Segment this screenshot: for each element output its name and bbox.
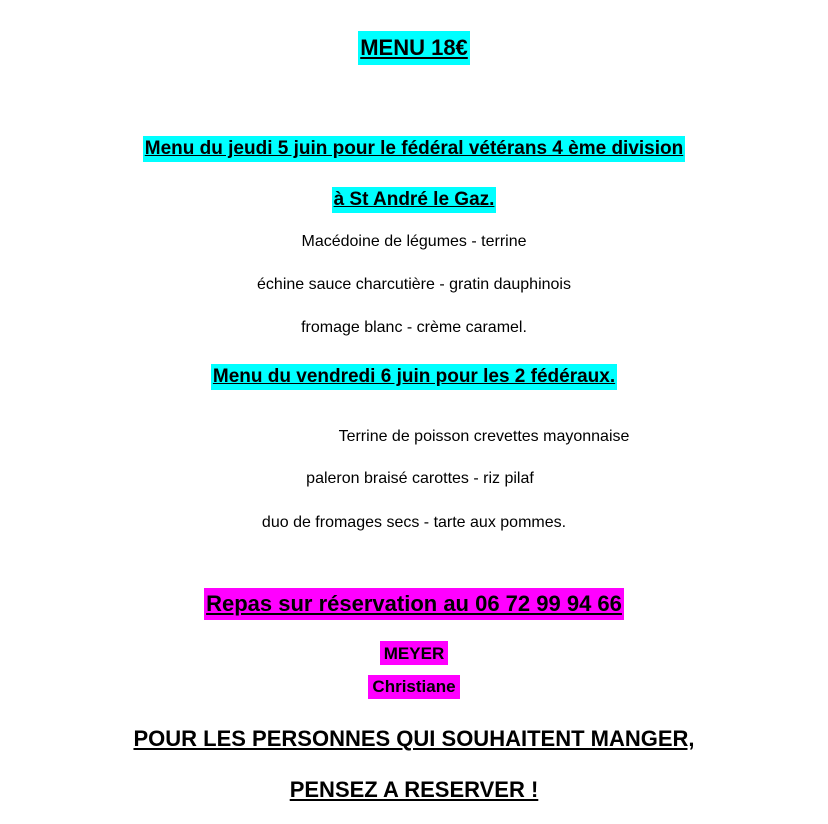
friday-menu-item: Terrine de poisson crevettes mayonnaise (338, 428, 630, 445)
contact-firstname: Christiane (368, 675, 459, 699)
contact-firstname-row (0, 675, 828, 699)
friday-menu-heading: Menu du vendredi 6 juin pour les 2 fédéraux. (211, 364, 617, 390)
reservation-phone: Repas sur réservation au 06 72 99 94 66 (204, 588, 624, 620)
contact-lastname: MEYER (380, 641, 448, 665)
menu-title: MENU 18€ (358, 31, 470, 65)
contact-lastname-row (0, 641, 828, 665)
thursday-menu-location: à St André le Gaz. (332, 187, 497, 213)
thursday-menu-item: échine sauce charcutière - gratin dauphinois (257, 276, 571, 293)
menu-title-row (0, 31, 828, 65)
friday-heading-row (0, 364, 828, 390)
thursday-menu-heading: Menu du jeudi 5 juin pour le fédéral vétérans 4 ème division (143, 136, 685, 162)
thursday-menu-item: fromage blanc - crème caramel. (301, 319, 527, 336)
thursday-heading-row-2 (0, 187, 828, 213)
friday-menu-item: duo de fromages secs - tarte aux pommes. (261, 514, 567, 531)
notice-line-1: POUR LES PERSONNES QUI SOUHAITENT MANGER, (133, 726, 695, 751)
friday-menu-item: paleron braisé carottes - riz pilaf (306, 470, 534, 487)
notice-line-2: PENSEZ A RESERVER ! (289, 777, 539, 802)
reservation-row (0, 588, 828, 620)
thursday-heading-row-1 (0, 136, 828, 162)
thursday-menu-item: Macédoine de légumes - terrine (301, 233, 527, 250)
